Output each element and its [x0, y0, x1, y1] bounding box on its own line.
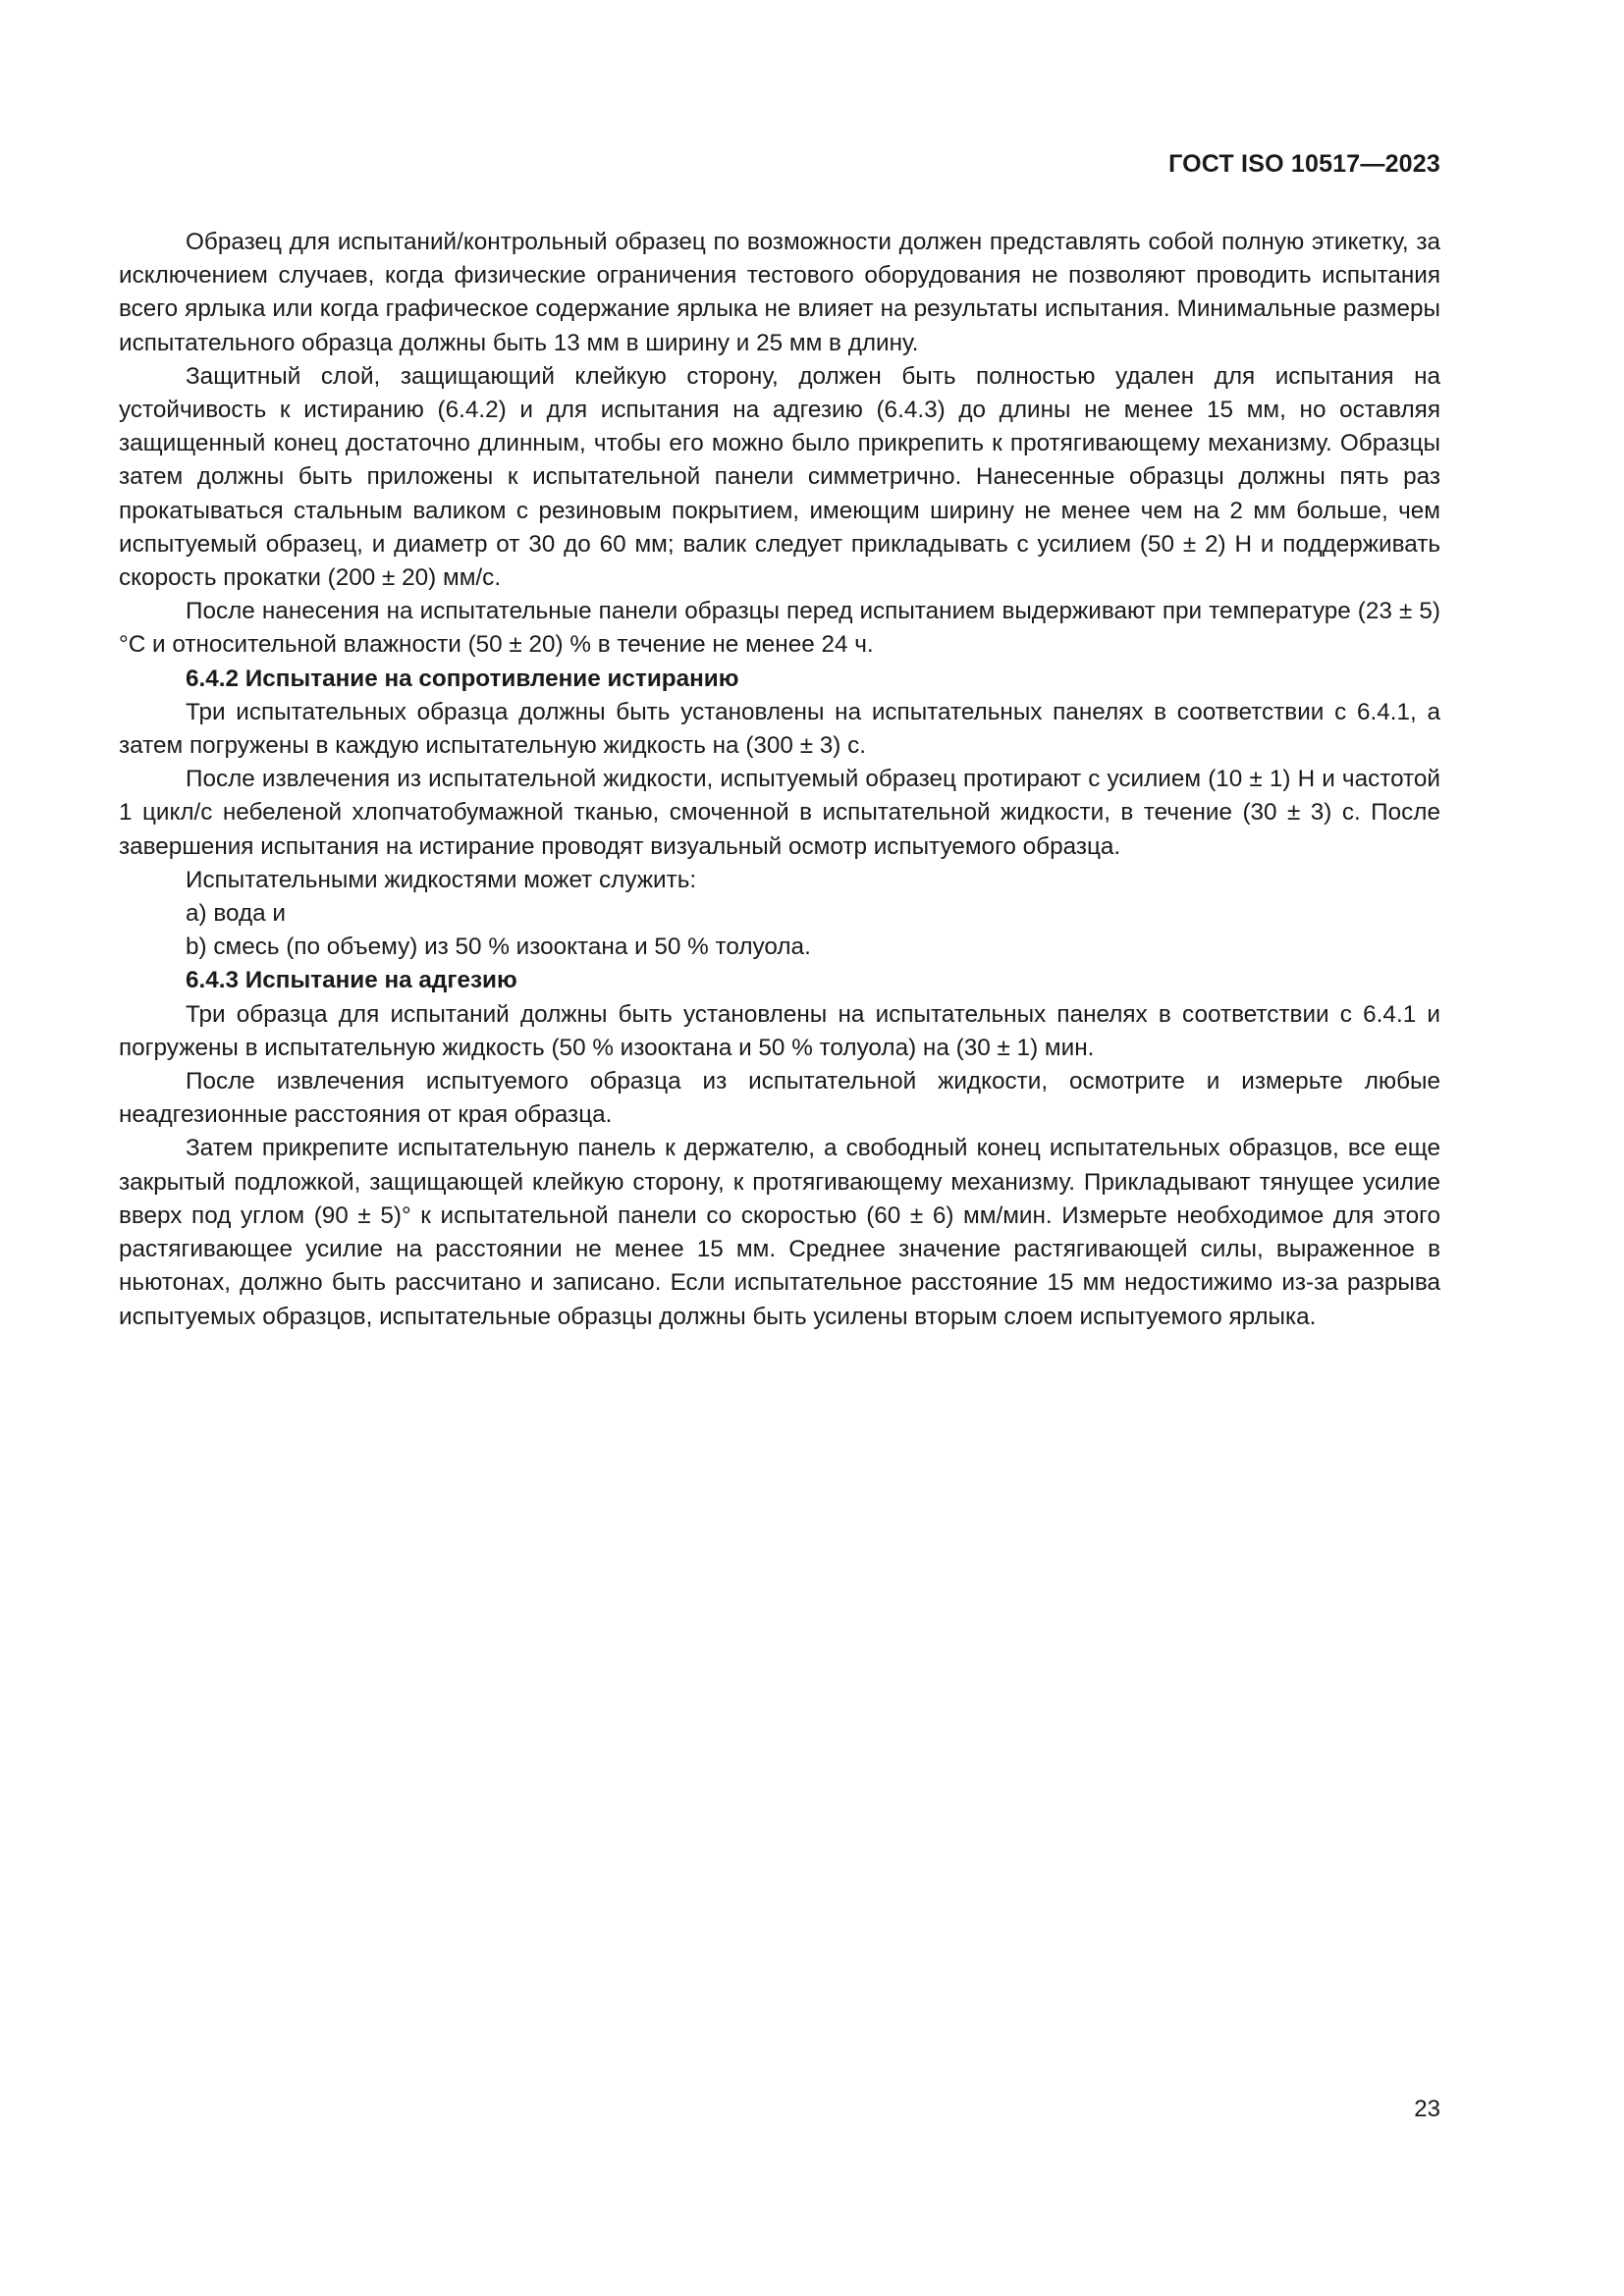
- paragraph-specimen-size: Образец для испытаний/контрольный образец по возможности должен представлять собой полную этикетку, за исключением случаев, когда физические ограничения тестового оборудования не позволяют проводить испытания всего ярлыка или когда графическое содержание ярлыка не влияет на результаты испытания. Минимальные размеры испытательного образца должны быть 13 мм в ширину и 25 мм в длину.: [119, 229, 1440, 356]
- section-heading-6-4-2: 6.4.2 Испытание на сопротивление истиранию: [186, 665, 739, 692]
- paragraph-conditioning: После нанесения на испытательные панели образцы перед испытанием выдерживают при температуре (23 ± 5) °С и относительной влажности (50 ± 20) % в течение не менее 24 ч.: [119, 598, 1440, 659]
- paragraph-abrasion-wipe: После извлечения из испытательной жидкости, испытуемый образец протирают с усилием (10 ± 1) Н и частотой 1 цикл/с небеленой хлопчатобумажной тканью, смоченной в испытательной жидкости, в течение (30 ± 3) с. После завершения испытания на истирание проводят визуальный осмотр испытуемого образца.: [119, 766, 1440, 860]
- document-header-standard-code: ГОСТ ISO 10517—2023: [1168, 150, 1440, 178]
- section-heading-6-4-3: 6.4.3 Испытание на адгезию: [186, 967, 517, 994]
- document-body: [119, 226, 1440, 1334]
- page-number: 23: [1414, 2096, 1440, 2122]
- list-item-a: a) вода и: [186, 900, 286, 928]
- list-item-b: b) смесь (по объему) из 50 % изооктана и 50 % толуола.: [186, 934, 811, 961]
- paragraph-adhesion-inspection: После извлечения испытуемого образца из испытательной жидкости, осмотрите и измерьте любые неадгезионные расстояния от края образца.: [119, 1068, 1440, 1129]
- paragraph-adhesion-immersion: Три образца для испытаний должны быть установлены на испытательных панелях в соответствии с 6.4.1 и погружены в испытательную жидкость (50 % изооктана и 50 % толуола) на (30 ± 1) мин.: [119, 1000, 1440, 1061]
- paragraph-protective-layer: Защитный слой, защищающий клейкую сторону, должен быть полностью удален для испытания на устойчивость к истиранию (6.4.2) и для испытания на адгезию (6.4.3) до длины не менее 15 мм, но оставляя защищенный конец достаточно длинным, чтобы его можно было прикрепить к протягивающему механизму. Образцы затем должны быть приложены к испытательной панели симметрично. Нанесенные образцы должны пять раз прокатываться стальным валиком с резиновым покрытием, имеющим ширину не менее чем на 2 мм больше, чем испытуемый образец, и диаметр от 30 до 60 мм; валик следует прикладывать с усилием (50 ± 2) Н и поддерживать скорость прокатки (200 ± 20) мм/с.: [119, 362, 1440, 592]
- paragraph-test-liquids-intro: Испытательными жидкостями может служить:: [186, 866, 697, 893]
- paragraph-adhesion-pull-test: Затем прикрепите испытательную панель к держателю, а свободный конец испытательных образцов, все еще закрытый подложкой, защищающей клейкую сторону, к протягивающему механизму. Прикладывают тянущее усилие вверх под углом (90 ± 5)° к испытательной панели со скоростью (60 ± 6) мм/мин. Измерьте необходимое для этого растягивающее усилие на расстоянии не менее 15 мм. Среднее значение растягивающей силы, выраженное в ньютонах, должно быть рассчитано и записано. Если испытательное расстояние 15 мм недостижимо из-за разрыва испытуемых образцов, испытательные образцы должны быть усилены вторым слоем испытуемого ярлыка.: [119, 1135, 1440, 1330]
- paragraph-abrasion-immersion: Три испытательных образца должны быть установлены на испытательных панелях в соответствии с 6.4.1, а затем погружены в каждую испытательную жидкость на (300 ± 3) с.: [119, 698, 1440, 760]
